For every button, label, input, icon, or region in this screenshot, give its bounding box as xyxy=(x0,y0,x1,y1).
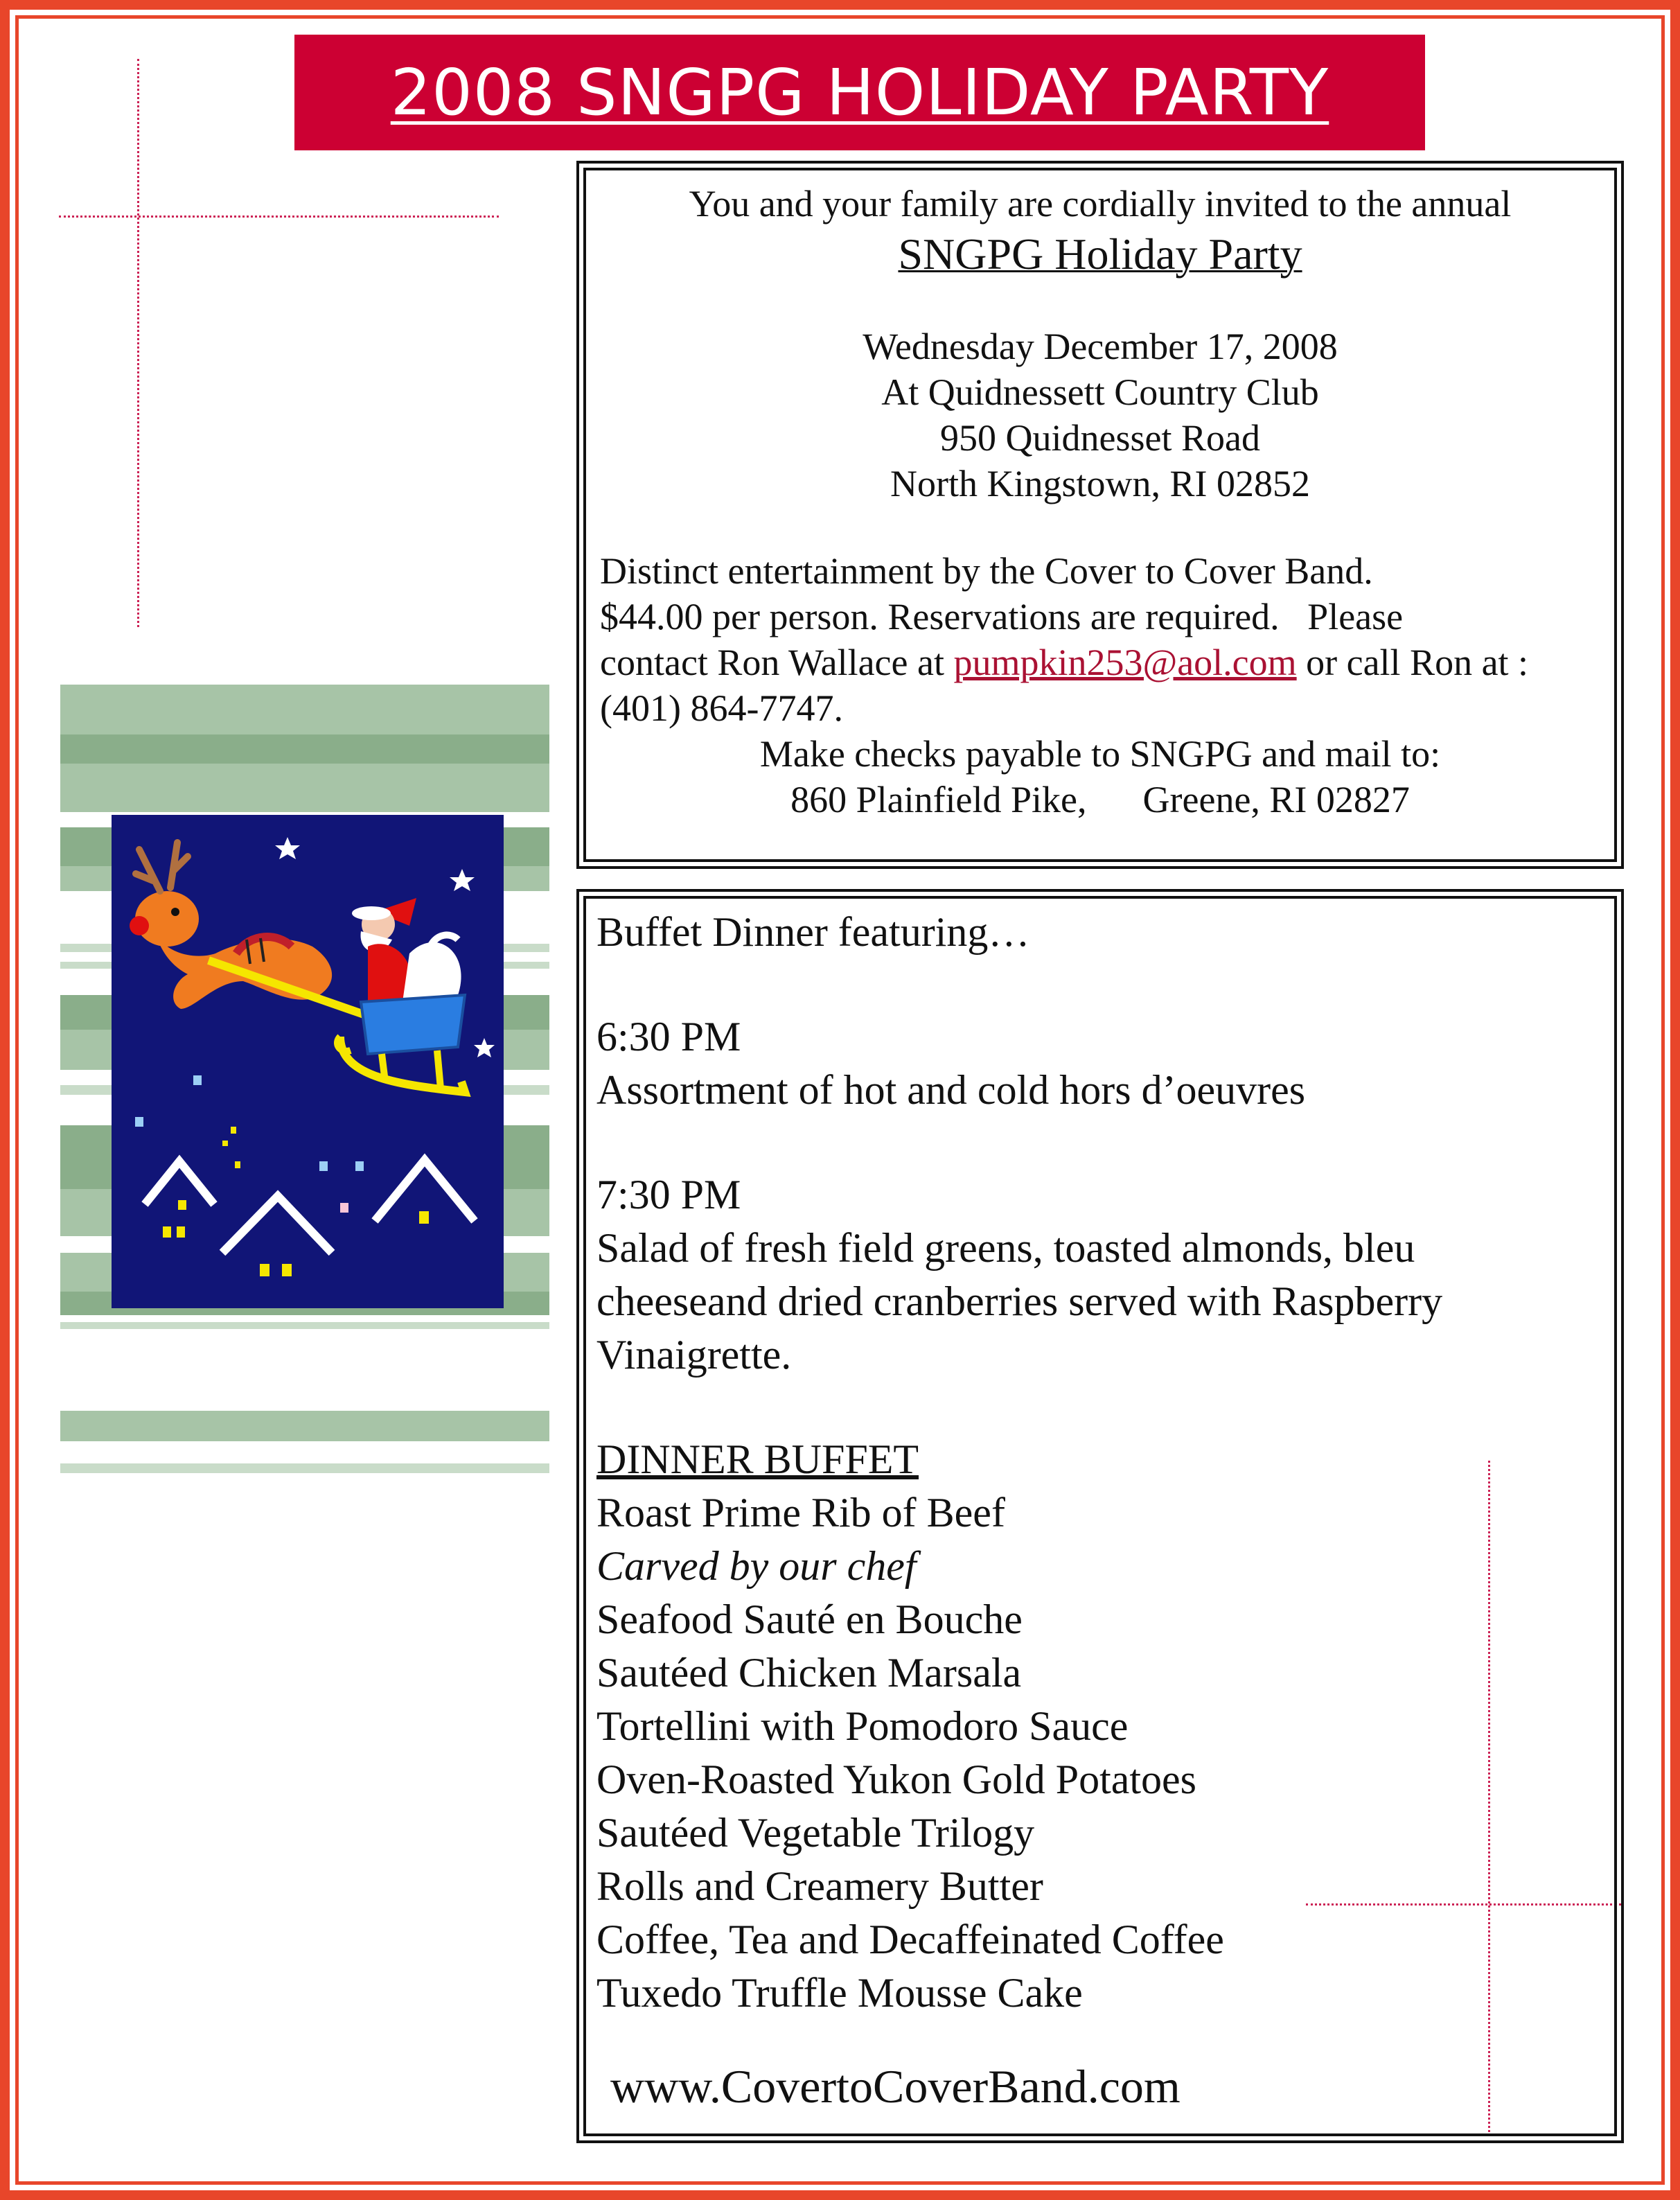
house-icon xyxy=(375,1160,475,1224)
green-stripe xyxy=(60,764,549,812)
menu-item: Seafood Sauté en Bouche xyxy=(596,1596,1023,1642)
contact-line xyxy=(600,640,1600,685)
menu-item-note: Carved by our chef xyxy=(596,1543,917,1589)
menu-item: Tortellini with Pomodoro Sauce xyxy=(596,1703,1129,1749)
buffet-heading: DINNER BUFFET xyxy=(596,1436,919,1482)
star-icon xyxy=(275,837,300,859)
house-icon xyxy=(145,1161,214,1238)
reindeer-icon xyxy=(130,843,332,1009)
event-name: SNGPG Holiday Party xyxy=(898,229,1302,279)
green-stripe xyxy=(60,1463,549,1473)
course2-description: Vinaigrette. xyxy=(596,1332,792,1378)
green-stripe xyxy=(60,734,549,764)
mail-address: 860 Plainfield Pike, Greene, RI 02827 xyxy=(790,779,1410,820)
course2-description: Salad of fresh field greens, toasted almonds, bleu xyxy=(596,1225,1415,1271)
green-stripe xyxy=(60,1322,549,1329)
house-icon xyxy=(222,1196,332,1276)
sleigh-scene xyxy=(112,815,504,1308)
star-icon xyxy=(450,869,475,891)
event-city: North Kingstown, RI 02852 xyxy=(890,463,1310,504)
menu-item: Rolls and Creamery Butter xyxy=(596,1863,1043,1909)
phone-line: (401) 864-7747. xyxy=(600,687,843,729)
menu-item: Sautéed Chicken Marsala xyxy=(596,1650,1022,1696)
contact-prefix: contact Ron Wallace at xyxy=(600,642,954,683)
star-icon xyxy=(474,1038,495,1057)
menu-item: Roast Prime Rib of Beef xyxy=(596,1490,1005,1535)
course1-description: Assortment of hot and cold hors d’oeuvres xyxy=(596,1067,1306,1113)
menu-box xyxy=(576,889,1624,2143)
menu-item: Tuxedo Truffle Mousse Cake xyxy=(596,1970,1083,2016)
course1-time: 6:30 PM xyxy=(596,1014,741,1059)
contact-suffix: or call Ron at : xyxy=(1296,642,1529,683)
checks-line: Make checks payable to SNGPG and mail to: xyxy=(759,733,1441,775)
menu-item: Coffee, Tea and Decaffeinated Coffee xyxy=(596,1917,1224,1962)
decorative-dotted-line xyxy=(59,215,499,218)
menu-heading: Buffet Dinner featuring… xyxy=(596,909,1030,955)
event-venue: At Quidnessett Country Club xyxy=(881,371,1319,413)
course2-description: cheeseand dried cranberries served with Raspberry xyxy=(596,1278,1443,1324)
invitation-intro: You and your family are cordially invited to the annual xyxy=(689,183,1512,225)
event-street: 950 Quidnesset Road xyxy=(940,417,1260,459)
decorative-dotted-line xyxy=(137,59,139,627)
night-sky-card xyxy=(112,815,504,1308)
entertainment-line: Distinct entertainment by the Cover to Cover Band. xyxy=(600,550,1373,592)
event-date: Wednesday December 17, 2008 xyxy=(863,326,1338,367)
menu-item: Sautéed Vegetable Trilogy xyxy=(596,1810,1035,1856)
menu-item: Oven-Roasted Yukon Gold Potatoes xyxy=(596,1757,1197,1802)
santa-sleigh-illustration xyxy=(60,685,549,1475)
green-stripe xyxy=(60,1411,549,1441)
invitation-box xyxy=(576,161,1624,869)
course2-time: 7:30 PM xyxy=(596,1172,741,1217)
santa-icon xyxy=(352,898,461,1009)
title-banner xyxy=(294,35,1425,150)
email-link[interactable]: pumpkin253@aol.com xyxy=(953,642,1297,683)
price-line: $44.00 per person. Reservations are required. Please xyxy=(600,596,1404,637)
website-link[interactable]: www.CovertoCoverBand.com xyxy=(610,2060,1181,2113)
green-stripe xyxy=(60,685,549,734)
page-title: 2008 SNGPG HOLIDAY PARTY xyxy=(390,55,1329,130)
